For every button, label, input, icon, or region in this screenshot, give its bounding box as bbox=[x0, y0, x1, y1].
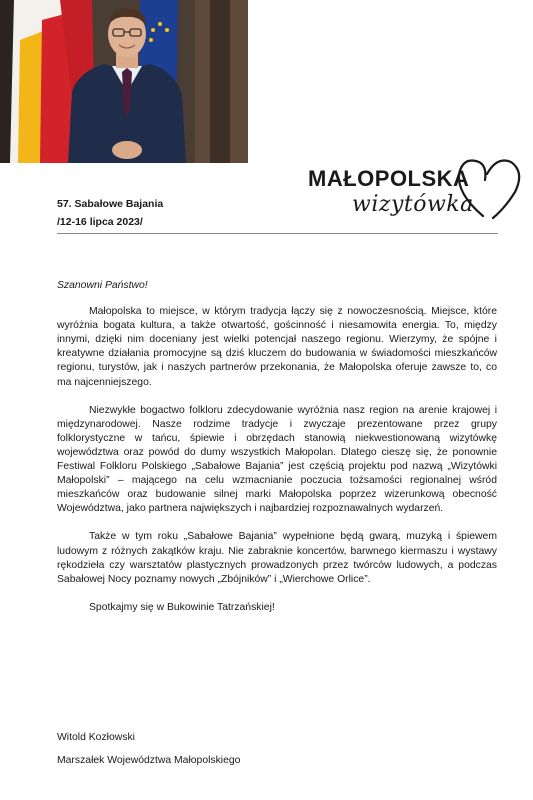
heart-icon bbox=[453, 154, 525, 224]
letter-body bbox=[57, 279, 497, 629]
festival-dates: /12-16 lipca 2023/ bbox=[57, 216, 143, 228]
portrait-photo bbox=[0, 0, 248, 163]
portrait-illustration bbox=[0, 0, 248, 163]
signature-title: Marszałek Województwa Małopolskiego bbox=[57, 755, 241, 766]
festival-edition: 57. Sabałowe Bajania bbox=[57, 198, 164, 210]
paragraph-1: Małopolska to miejsce, w którym tradycja łączy się z nowoczesnością. Miejsce, które wyróżnia bogata kultura, a także otwartość, gościnność i niesamowita energia. To, między innymi, dzięki nim doceniany jest wielki potencjał naszego regionu. Wierzymy, że spójne i kreatywne działania promocyjne są dziś kluczem do budowania w świadomości mieszkańców regionu, turystów, jak i naszych partnerów przekonania, że Małopolska oferuje zawsze to, co ma najcenniejszego. bbox=[57, 306, 497, 388]
signature-name: Witold Kozłowski bbox=[57, 732, 135, 743]
logo-tagline: wizytówka bbox=[352, 192, 474, 217]
paragraph-3: Także w tym roku „Sabałowe Bajania” wypełnione będą gwarą, muzyką i śpiewem ludowym z różnych zakątków kraju. Nie zabraknie koncertów, barwnego kiermaszu i wystawy rękodzieła czy warsztatów plastycznych prowadzonych przez twórców ludowych, a podczas Sabałowej Nocy poznamy nowych „Zbójników” i „Wierchowe Orlice”. bbox=[57, 531, 497, 585]
paragraph-2: Niezwykłe bogactwo folkloru zdecydowanie wyróżnia nasz region na arenie krajowej i międzynarodowej. Nasze rodzime tradycje i zwyczaje prezentowane przez grupy folklorystyczne w tańcu, śpiewie i obrzędach stanowią niekwestionowaną wizytówkę województwa oraz powód do dumy wszystkich Małopolan. Dlatego cieszę się, że ponownie Festiwal Folkloru Polskiego „Sabałowe Bajania” jest częścią projektu pod nazwą „Wizytówki Małopolski” – mającego na celu wzmacnianie poczucia tożsamości regionalnej wśród mieszkańców oraz budowanie silnej marki Małopolska poprzez wizerunkową obecność Województwa, jako partnera największych i najbardziej rozpoznawalnych wydarzeń. bbox=[57, 404, 497, 515]
header-divider bbox=[57, 233, 498, 234]
salutation: Szanowni Państwo! bbox=[57, 280, 148, 291]
malopolska-logo bbox=[300, 154, 525, 224]
logo-wordmark: MAŁOPOLSKA bbox=[308, 166, 470, 191]
paragraph-4: Spotkajmy się w Bukowinie Tatrzańskiej! bbox=[89, 601, 275, 613]
